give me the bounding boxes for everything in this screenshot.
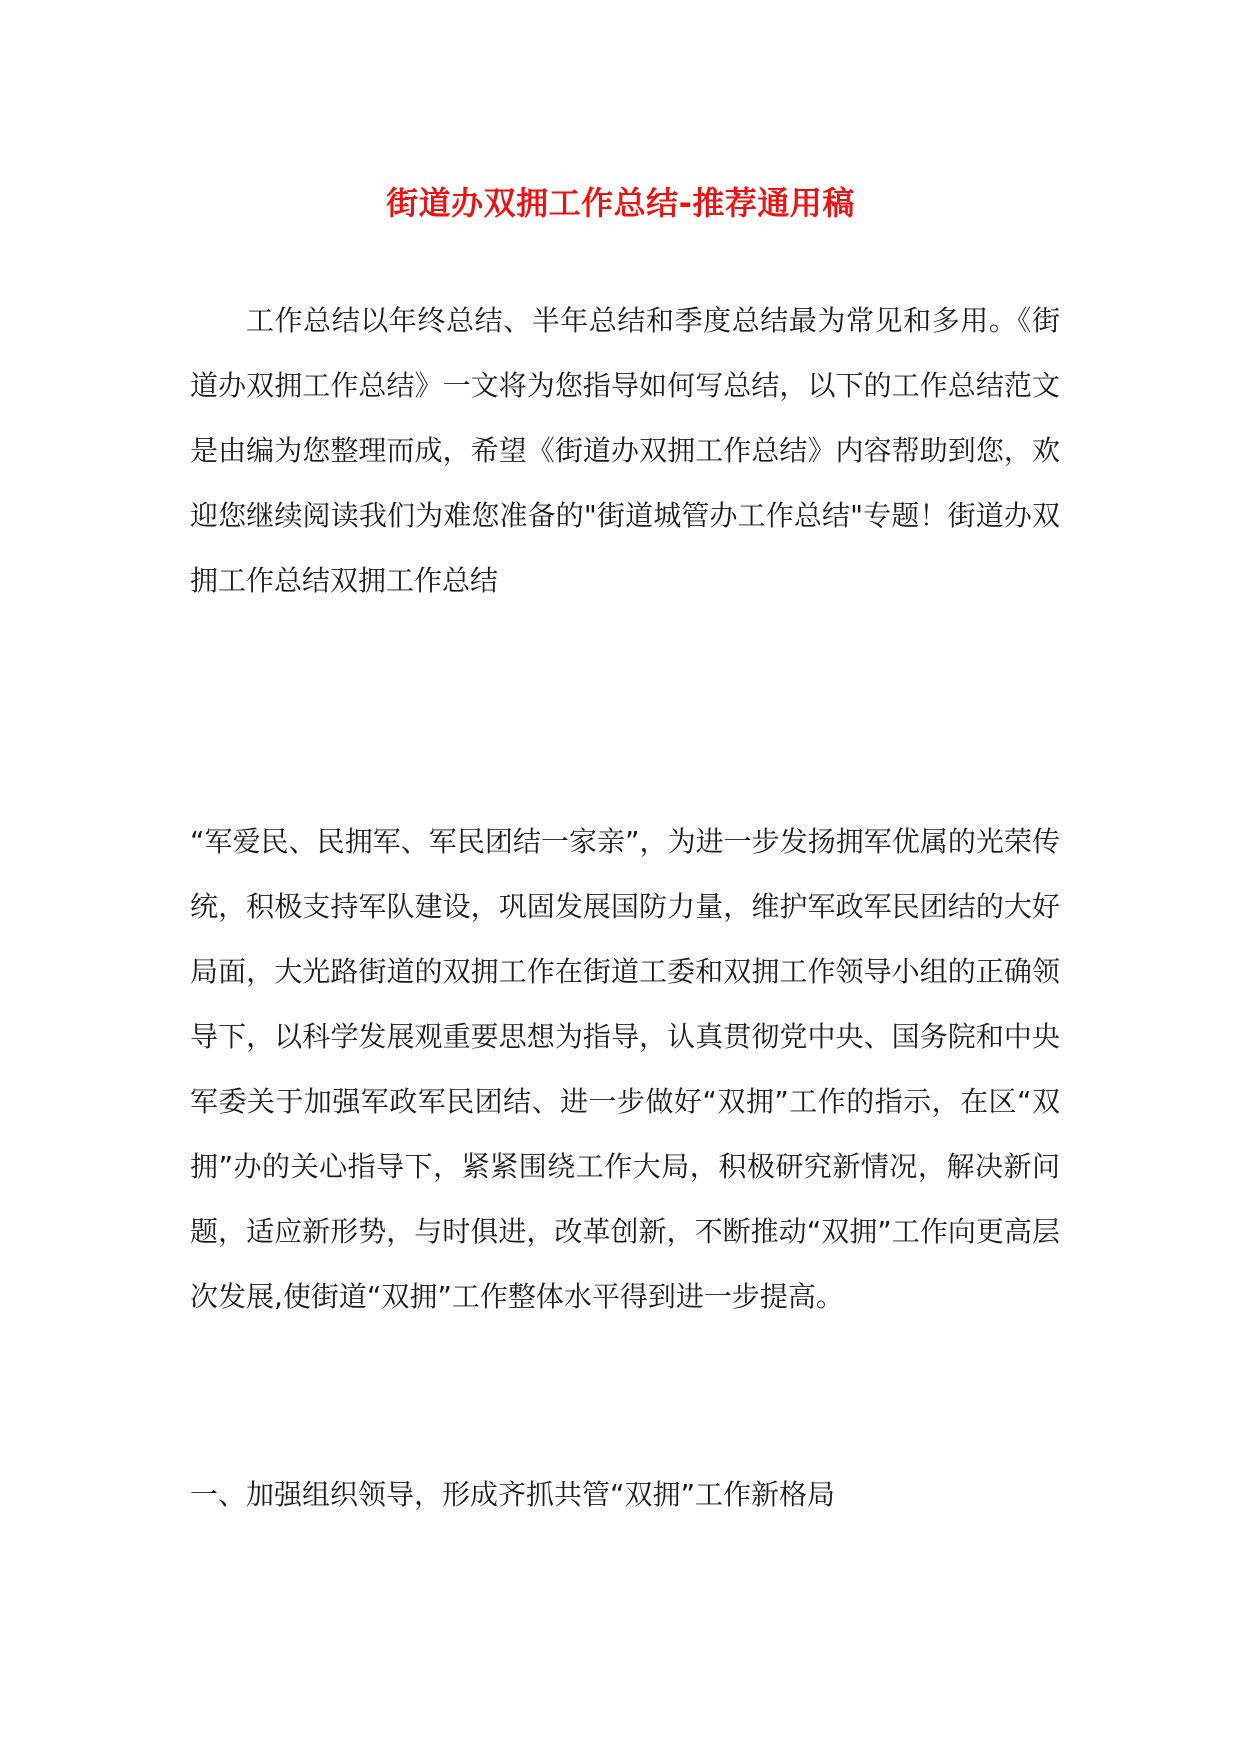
intro-paragraph: 工作总结以年终总结、半年总结和季度总结最为常见和多用。《街道办双拥工作总结》一文将为您指导如何写总结，以下的工作总结范文是由编为您整理而成，希望《街道办双拥工作总结》内容帮助到您，欢迎您继续阅读我们为难您准备的"街道城管办工作总结"专题！街道办双拥工作总结双拥工作总结: [190, 304, 1060, 597]
body-paragraph-1: “军爱民、民拥军、军民团结一家亲”，为进一步发扬拥军优属的光荣传统，积极支持军队建设，巩固发展国防力量，维护军政军民团结的大好局面，大光路街道的双拥工作在街道工委和双拥工作领导小组的正确领导下，以科学发展观重要思想为指导，认真贯彻党中央、国务院和中央军委关于加强军政军民团结、进一步做好“双拥”工作的指示，在区“双拥”办的关心指导下，紧紧围绕工作大局，积极研究新情况，解决新问题，适应新形势，与时俱进，改革创新，不断推动“双拥”工作向更高层次发展,使街道“双拥”工作整体水平得到进一步提高。: [190, 825, 1060, 1313]
document-title: 街道办双拥工作总结-推荐通用稿: [386, 184, 855, 223]
section-heading-1: 一、加强组织领导，形成齐抓共管“双拥”工作新格局: [190, 1478, 836, 1511]
